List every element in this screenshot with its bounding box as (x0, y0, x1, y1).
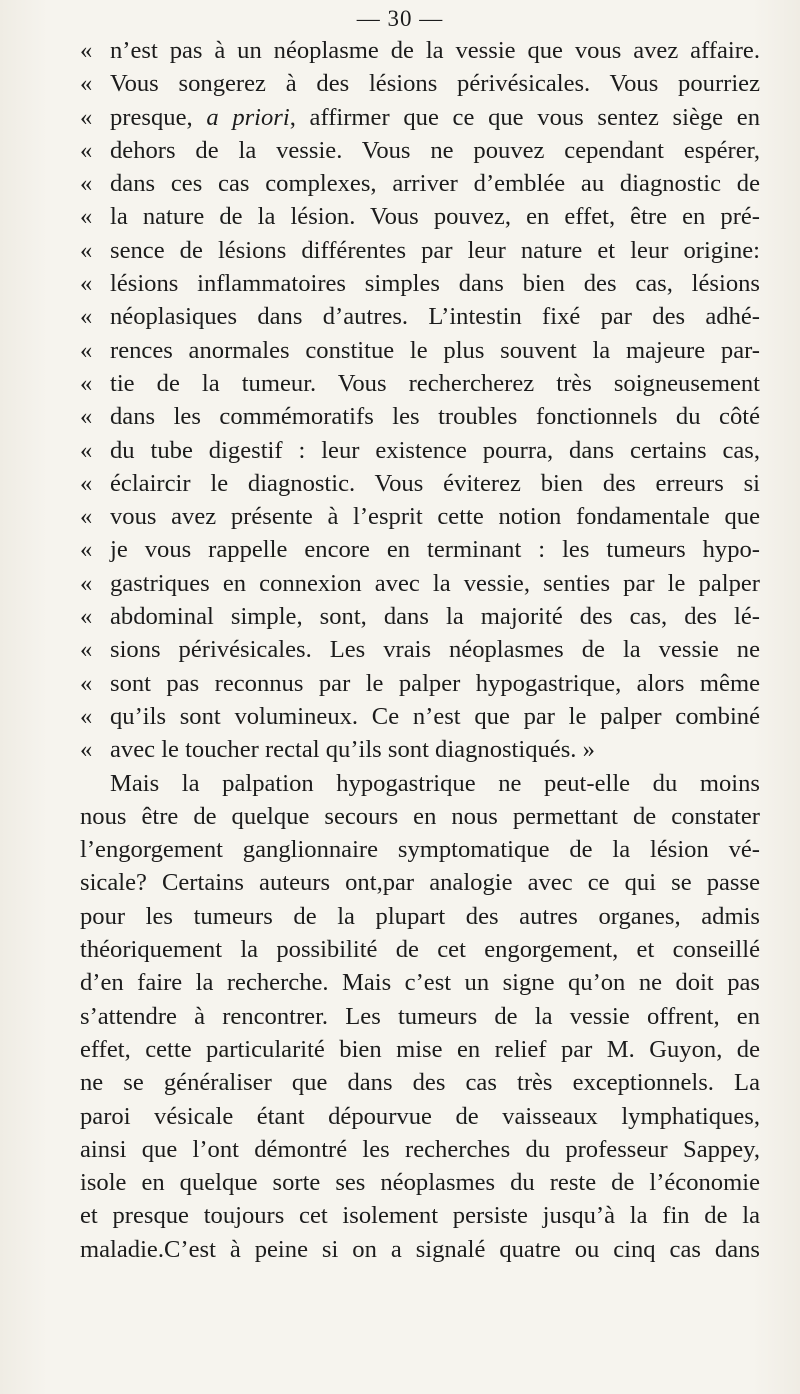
body-line: l’engorgement ganglionnaire symptomatique de la lésion vé- (80, 836, 760, 864)
line-text: gastriques en connexion avec la vessie, senties par le palper (110, 569, 760, 597)
body-line: Mais la palpation hypogastrique ne peut-elle du moins (110, 769, 760, 797)
quote-mark: « (80, 503, 93, 531)
page-number: — 30 — (356, 6, 444, 31)
quoted-line (80, 533, 760, 566)
body-line: paroi vésicale étant dépourvue de vaisseaux lymphatiques, (80, 1102, 760, 1130)
line-text: lésions inflammatoires simples dans bien des cas, lésions (110, 270, 760, 298)
quoted-line (80, 67, 760, 100)
line-text: vous avez présente à l’esprit cette notion fondamentale que (110, 503, 760, 531)
quote-mark: « (80, 303, 93, 331)
body-line: s’attendre à rencontrer. Les tumeurs de la vessie offrent, en (80, 1002, 760, 1030)
quoted-line (80, 700, 760, 733)
line-text: abdominal simple, sont, dans la majorité des cas, des lé- (110, 603, 760, 631)
line-text: dans ces cas complexes, arriver d’emblée au diagnostic de (110, 170, 760, 198)
quoted-passage (80, 34, 760, 767)
body-line: ne se généraliser que dans des cas très exceptionnels. La (80, 1069, 760, 1097)
line-text: éclaircir le diagnostic. Vous éviterez bien des erreurs si (110, 469, 760, 497)
line-text: qu’ils sont volumineux. Ce n’est que par le palper combiné (110, 702, 760, 730)
quoted-line (80, 367, 760, 400)
quote-mark: « (80, 569, 93, 597)
quote-mark: « (80, 436, 93, 464)
body-line: pour les tumeurs de la plupart des autres organes, admis (80, 902, 760, 930)
line-text: je vous rappelle encore en terminant : les tumeurs hypo- (110, 536, 760, 564)
quote-mark: « (80, 170, 93, 198)
line-text: tie de la tumeur. Vous rechercherez très soigneusement (110, 369, 760, 397)
quoted-line (80, 300, 760, 333)
quote-mark: « (80, 103, 93, 131)
body-line: ainsi que l’ont démontré les recherches du professeur Sappey, (80, 1135, 760, 1163)
quote-mark: « (80, 70, 93, 98)
line-text: Vous songerez à des lésions périvésicales. Vous pourriez (110, 70, 760, 98)
quoted-line (80, 667, 760, 700)
line-text: rences anormales constitue le plus souvent la majeure par- (110, 336, 760, 364)
quoted-line (80, 101, 760, 134)
quote-mark: « (80, 669, 93, 697)
body-paragraph (80, 767, 760, 1266)
quote-mark: « (80, 469, 93, 497)
quoted-line (80, 434, 760, 467)
quoted-line (80, 500, 760, 533)
page-text (80, 34, 760, 1266)
line-text: n’est pas à un néoplasme de la vessie que vous avez affaire. (110, 37, 760, 64)
quoted-line (80, 600, 760, 633)
quote-mark: « (80, 336, 93, 364)
quote-mark: « (80, 236, 93, 264)
quoted-line (80, 200, 760, 233)
body-line: nous être de quelque secours en nous permettant de constater (80, 802, 760, 830)
quote-mark: « (80, 702, 93, 730)
body-line: sicale? Certains auteurs ont,par analogie avec ce qui se passe (80, 869, 760, 897)
body-line: théoriquement la possibilité de cet engorgement, et conseillé (80, 936, 760, 964)
line-text: du tube digestif : leur existence pourra, dans certains cas, (110, 436, 760, 464)
quoted-line (80, 334, 760, 367)
body-line: et presque toujours cet isolement persiste jusqu’à la fin de la (80, 1202, 760, 1230)
body-line: maladie.C’est à peine si on a signalé quatre ou cinq cas dans (80, 1235, 760, 1263)
quote-mark: « (80, 37, 93, 64)
body-line: effet, cette particularité bien mise en relief par M. Guyon, de (80, 1035, 760, 1063)
quote-mark: « (80, 403, 93, 431)
line-text: la nature de la lésion. Vous pouvez, en effet, être en pré- (110, 203, 760, 231)
quote-mark: « (80, 369, 93, 397)
body-line: isole en quelque sorte ses néoplasmes du reste de l’économie (80, 1169, 760, 1197)
body-line: d’en faire la recherche. Mais c’est un signe qu’on ne doit pas (80, 969, 760, 997)
quoted-line (80, 267, 760, 300)
quote-mark: « (80, 270, 93, 298)
quoted-line (80, 733, 760, 766)
line-text: sence de lésions différentes par leur nature et leur origine: (110, 236, 760, 264)
quote-mark: « (80, 536, 93, 564)
quoted-line (80, 234, 760, 267)
quoted-line (80, 400, 760, 433)
line-text: avec le toucher rectal qu’ils sont diagnostiqués. » (110, 736, 595, 764)
line-text: presque, a priori, affirmer que ce que vous sentez siège en (110, 103, 760, 131)
quote-mark: « (80, 636, 93, 664)
line-text: néoplasiques dans d’autres. L’intestin fixé par des adhé- (110, 303, 760, 331)
quoted-line (80, 167, 760, 200)
line-text: sont pas reconnus par le palper hypogastrique, alors même (110, 669, 760, 697)
quote-mark: « (80, 136, 93, 164)
line-text: dehors de la vessie. Vous ne pouvez cependant espérer, (110, 136, 760, 164)
quoted-line (80, 134, 760, 167)
quote-mark: « (80, 603, 93, 631)
quoted-line (80, 34, 760, 67)
line-text: sions périvésicales. Les vrais néoplasmes de la vessie ne (110, 636, 760, 664)
quoted-line (80, 633, 760, 666)
quote-mark: « (80, 736, 93, 764)
quote-mark: « (80, 203, 93, 231)
quoted-line (80, 467, 760, 500)
line-text: dans les commémoratifs les troubles fonctionnels du côté (110, 403, 760, 431)
quoted-line (80, 567, 760, 600)
